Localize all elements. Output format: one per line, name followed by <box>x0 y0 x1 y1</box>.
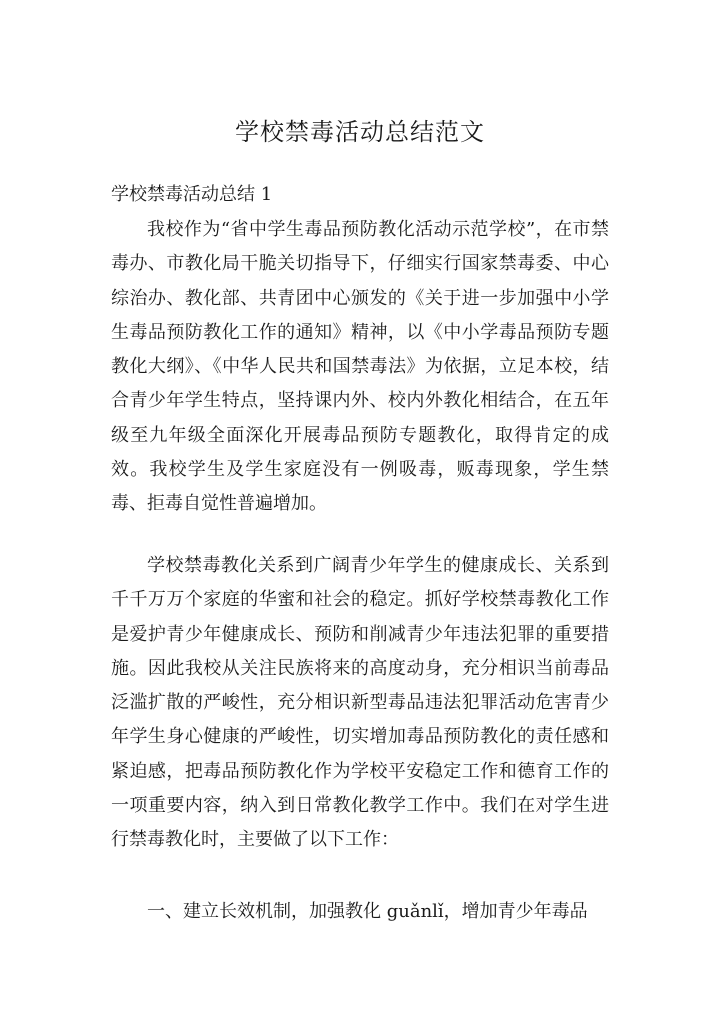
section-heading: 学校禁毒活动总结 1 <box>111 184 273 205</box>
paragraph-3: 一、建立长效机制，加强教化 guǎnlǐ，增加青少年毒品 <box>147 901 588 922</box>
paragraph-1: 我校作为“省中学生毒品预防教化活动示范学校”，在市禁毒办、市教化局干脆关切指导下，仔细实行国家禁毒委、中心综治办、教化部、共青团中心颁发的《关于进一步加强中小学生毒品预防教化工作的通知》精神，以《中小学毒品预防专题教化大纲》、《中华人民共和国禁毒法》为依据，立足本校，结合青少年学生特点，坚持课内外、校内外教化相结合，在五年级至九年级全面深化开展毒品预防专题教化，取得肯定的成效。我校学生及学生家庭没有一例吸毒，贩毒现象，学生禁毒、拒毒自觉性普遍增加。 <box>111 219 609 515</box>
document-title: 学校禁毒活动总结范文 <box>235 118 485 146</box>
paragraph-2: 学校禁毒教化关系到广阔青少年学生的健康成长、关系到千千万万个家庭的华蜜和社会的稳定。抓好学校禁毒教化工作是爱护青少年健康成长、预防和削减青少年违法犯罪的重要措施。因此我校从关注民族将来的高度动身，充分相识当前毒品泛滥扩散的严峻性，充分相识新型毒品违法犯罪活动危害青少年学生身心健康的严峻性，切实增加毒品预防教化的责任感和紧迫感，把毒品预防教化作为学校平安稳定工作和德育工作的一项重要内容，纳入到日常教化教学工作中。我们在对学生进行禁毒教化时，主要做了以下工作： <box>111 555 609 851</box>
